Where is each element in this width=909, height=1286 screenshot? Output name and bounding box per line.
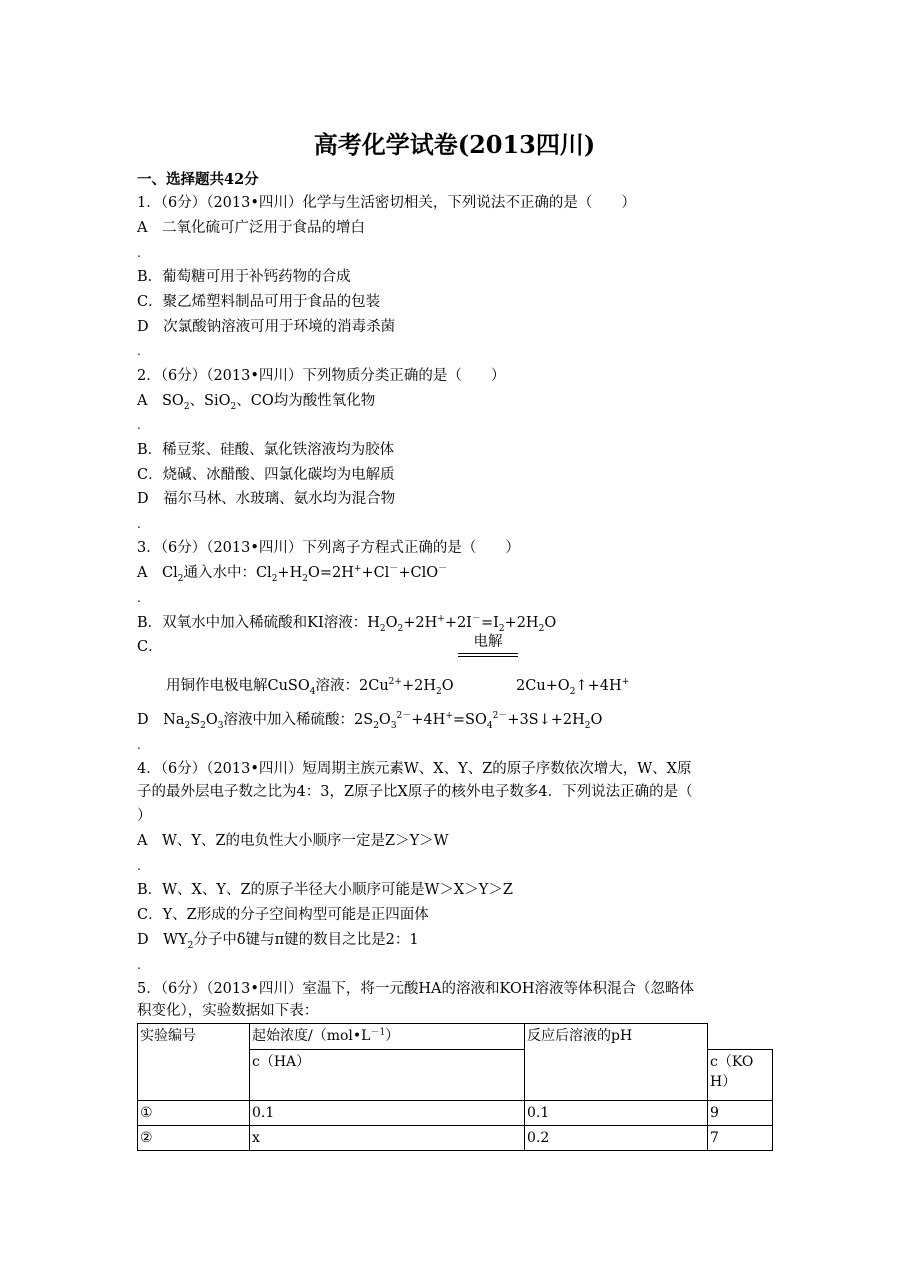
header-initial-concentration: 起始浓度$/(mol•L^{-1})$: [250, 1024, 525, 1050]
q4-option-a: A W、Y、Z的电负性大小顺序一定是Z＞Y＞W: [137, 833, 449, 849]
q3-option-d-dot: .: [137, 738, 141, 752]
row-c-koh: 0.2: [525, 1126, 708, 1151]
q3-stem: 3．（6分）（2013•四川）下列离子方程式正确的是（ ）: [137, 540, 520, 556]
header-ph: 反应后溶液的pH: [525, 1024, 708, 1101]
q3-option-a: A $Cl_2$通入水中：$Cl_2+H_2O=2H^++Cl^-+ClO^-$: [137, 564, 448, 584]
q4-option-d-dot: .: [137, 958, 141, 972]
page-title: 高考化学试卷(2013四川): [313, 130, 596, 159]
q2-option-a: A $SO_2$、SiO$_2$、CO均为酸性氧化物: [137, 393, 376, 412]
table-row: [138, 1126, 773, 1151]
q4-stem-line1: 4．（6分）（2013•四川）短周期主族元素W、X、Y、Z的原子序数依次增大，W、X原: [137, 761, 692, 777]
row-c-ha: x: [250, 1126, 525, 1151]
row-c-koh: 0.1: [525, 1101, 708, 1126]
q4-stem-line2: 子的最外层电子数之比为4：3，Z原子比X原子的核外电子数多4．下列说法正确的是（: [137, 784, 693, 800]
q4-option-d: D $WY_2$分子中δ键与π键的数目之比是2：1: [137, 932, 419, 951]
electrolysis-label: 电解: [473, 634, 503, 650]
q3-option-c-left: 用铜作电极电解CuSO$_4$溶液：$2Cu^{2+}+2H_2O$: [166, 677, 454, 697]
row-id: ①: [138, 1101, 250, 1126]
q3-option-d: D $Na_2S_2O_3$溶液中加入稀硫酸：$2S_2O_3^{2-}+4H^+=SO_4^{2-}+3S↓+2H_2O$: [137, 711, 603, 731]
row-id: ②: [138, 1126, 250, 1151]
q5-stem-line2: 积变化），实验数据如下表：: [137, 1003, 319, 1019]
q1-option-a: A 二氧化硫可广泛用于食品的增白: [137, 220, 365, 236]
q1-option-a-dot: .: [137, 246, 141, 260]
q3-option-c-right: $2Cu+O_2↑+4H^+$: [516, 677, 630, 697]
section-heading: 一、选择题共42分: [137, 171, 259, 188]
header-blank: [708, 1024, 773, 1050]
q3-option-b: B．双氧水中加入稀硫酸和KI溶液：$H_2O_2+2H^++2I^-=I_2+2H_2O$: [137, 614, 557, 634]
q4-option-b: B．W、X、Y、Z的原子半径大小顺序可能是W＞X＞Y＞Z: [137, 882, 513, 898]
q2-stem: 2．（6分）（2013•四川）下列物质分类正确的是（ ）: [137, 368, 506, 384]
q2-option-a-dot: .: [137, 418, 141, 432]
electrolysis-line-bottom: [458, 656, 518, 657]
q1-option-d-dot: .: [137, 344, 141, 358]
experiment-data-table: [137, 1023, 773, 1151]
table-row: [138, 1101, 773, 1126]
q1-option-c: C．聚乙烯塑料制品可用于食品的包装: [137, 294, 381, 310]
q1-option-d: D 次氯酸钠溶液可用于环境的消毒杀菌: [137, 319, 396, 335]
q3-option-c-label: C．: [137, 639, 163, 655]
electrolysis-line-top: [458, 653, 518, 654]
header-experiment-number: 实验编号: [138, 1024, 250, 1101]
header-c-ha: c（HA）: [250, 1049, 525, 1100]
q4-stem-line3: ）: [137, 808, 152, 824]
q1-stem: 1．（6分）（2013•四川）化学与生活密切相关，下列说法不正确的是（ ）: [137, 195, 636, 211]
q2-option-d-dot: .: [137, 517, 141, 531]
row-c-ha: 0.1: [250, 1101, 525, 1126]
row-ph: 7: [708, 1126, 773, 1151]
q2-option-b: B．稀豆浆、硅酸、氯化铁溶液均为胶体: [137, 442, 395, 458]
q2-option-d: D 福尔马林、水玻璃、氨水均为混合物: [137, 491, 396, 507]
q3-option-a-dot: .: [137, 591, 141, 605]
q2-option-c: C．烧碱、冰醋酸、四氯化碳均为电解质: [137, 467, 395, 483]
q5-stem-line1: 5．（6分）（2013•四川）室温下，将一元酸HA的溶液和KOH溶液等体积混合（忽略体: [137, 981, 694, 997]
q1-option-b: B．葡萄糖可用于补钙药物的合成: [137, 269, 351, 285]
q4-option-c: C．Y、Z形成的分子空间构型可能是正四面体: [137, 907, 429, 923]
header-c-koh: c（KOH）: [708, 1049, 773, 1100]
q4-option-a-dot: .: [137, 859, 141, 873]
row-ph: 9: [708, 1101, 773, 1126]
